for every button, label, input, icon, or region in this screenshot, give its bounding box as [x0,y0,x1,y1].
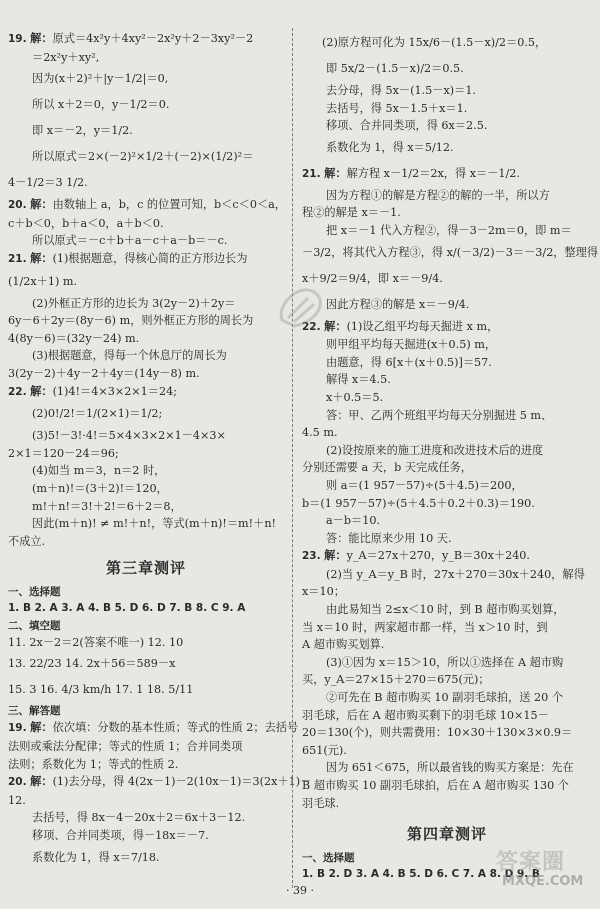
line: 答：能比原来少用 10 天. [326,531,452,545]
line: 2×1＝120－24＝96; [8,446,119,460]
line: 当 x＝10 时，两家超市都一样，当 x＞10 时，到 [302,620,548,634]
line: 去括号，得 8x－4－20x＋2＝6x＋3－12. [32,811,246,825]
line: 因此方程③的解是 x＝－9/4. [326,297,470,311]
line: 依次填：分数的基本性质；等式的性质 2；去括号 [52,721,299,735]
line: 程②的解是 x＝－1. [302,206,401,220]
line: 由此易知当 2≤x＜10 时，到 B 超市购买划算， [326,603,565,617]
chapter4-title: 第四章测评 [406,825,487,844]
line: 羽毛球. [302,796,340,810]
line: ②可先在 B 超市购买 10 副羽毛球拍，送 20 个 [326,691,564,705]
watermark-url: MXQE.COM [502,874,584,889]
line: 移项、合并同类项，得 6x＝2.5. [326,119,488,133]
right-column [302,30,599,884]
line: A 超市购买划算. [302,638,385,652]
line: 4.5 m. [302,426,338,440]
solve-label: 解： [30,198,53,212]
line: －3/2，将其代入方程③，得 x/(－3/2)－3＝－3/2，整理得 [302,245,599,259]
problem-number: 20. [8,199,27,212]
line: 分别还需要 a 天，b 天完成任务， [302,461,472,475]
line: y_A＝27x＋270，y_B＝30x＋240. [346,549,530,563]
section-heading: 一、选择题 [302,852,355,865]
line: (2)当 y_A＝y_B 时，27x＋270＝30x＋240，解得 [326,567,585,581]
line: 20＝130(个)，则共需费用：10×30＋130×3×0.9＝ [302,726,573,740]
line: (m＋n)!＝(3＋2)!＝120， [32,481,168,495]
line: 去括号，得 5x－1.5＋x＝1. [326,101,468,115]
line: (3)①因为 x＝15＞10，所以①选择在 A 超市购 [326,655,564,669]
line: m!＋n!＝3!＋2!＝6＋2＝8， [32,499,182,513]
line: ＝2x²y＋xy², [32,50,100,64]
choice-answers: 1. B 2. D 3. A 4. B 5. D 6. C 7. A 8. D 9. B [302,868,540,881]
line: 651(元). [302,743,347,757]
line: 则 a＝(1 957－57)÷(5＋4.5)＝200， [326,478,523,492]
solve-label: 解： [30,384,53,398]
section-heading: 二、填空题 [8,619,61,632]
line: 所以 x＋2＝0，y－1/2＝0. [32,98,170,112]
line: 解方程 x－1/2＝2x，得 x＝－1/2. [346,166,520,180]
solve-label: 解： [324,549,347,563]
line: 去分母，得 5x－(1.5－x)＝1. [326,84,476,97]
left-column [8,30,312,871]
line: (3)根据题意，得每一个休息厅的周长为 [32,349,227,363]
section-heading: 一、选择题 [8,586,61,599]
line: 3(2y－2)＋4y－2＋4y＝(14y－8) m. [8,366,200,380]
line: 所以原式＝2×(－2)²×1/2＋(－2)×(1/2)²＝ [32,150,254,164]
chapter3-title: 第三章测评 [105,559,186,578]
line: 即 5x/2－(1.5－x)/2＝0.5. [326,62,464,75]
line: (2)外框正方形的边长为 3(2y－2)＋2y＝ [32,296,236,310]
problem-number: 20. [8,776,27,789]
column-divider [292,28,293,888]
line: 即 x＝－2，y＝1/2. [32,124,133,138]
line: 6y－6＋2y＝(8y－6) m，则外框正方形的周长为 [8,314,254,328]
line: 因为 651＜675，所以最省钱的购买方案是：先在 [326,761,574,775]
line: (3)5!－3!·4!＝5×4×3×2×1－4×3× [32,429,226,443]
problem-number: 21. [8,252,27,265]
line: 4－1/2＝3 1/2. [8,176,88,190]
fill-answer: 13. 22/23 14. 2x＋56＝589－x [8,657,176,671]
solve-label: 解： [324,319,347,333]
ch3-problem-23 [302,547,592,812]
line: 因此(m＋n)! ≠ m!＋n!，等式(m＋n)!＝m!＋n! [32,517,277,531]
line: 答：甲、乙两个班组平均每天分别掘进 5 m、 [326,408,553,422]
solve-label: 解： [30,251,53,265]
line: 移项、合并同类项，得－18x＝－7. [32,829,209,843]
line: 解得 x＝4.5. [326,373,391,387]
fill-answer: 11. 2x－2＝2(答案不唯一) 12. 10 [8,635,184,649]
problem-19 [8,30,284,196]
problem-number: 22. [8,385,27,398]
line: 羽毛球，后在 A 超市购买剩下的羽毛球 10×15－ [302,708,549,722]
problem-number: 19. [8,33,27,45]
line: 由题意，得 6[x＋(x＋0.5)]＝57. [326,355,492,369]
ch3-problem-22 [302,318,592,548]
line: B 超市购买 10 副羽毛球拍，后在 A 超市购买 130 个 [302,779,569,792]
watermark-brand: 答案圈 [496,850,566,875]
line: 原式＝4x²y＋4xy²－2x²y＋2－3xy²－2 [52,32,254,45]
ch3-problem-21 [302,161,599,318]
problem-number: 23. [302,550,321,563]
line: 由数轴上 a，b，c 的位置可知，b＜c＜0＜a， [52,198,286,212]
choice-answers: 1. B 2. A 3. A 4. B 5. D 6. D 7. B 8. C 9. A [8,602,246,615]
page-number: · 39 · [286,884,314,897]
line: 法则或乘法分配律；等式的性质 1；合并同类项 [8,740,243,754]
line: 系数化为 1，得 x＝7/18. [32,850,160,864]
line: c＋b＜0，b＋a＜0，a＋b＜0. [8,216,164,230]
line: (2)原方程可化为 15x/6－(1.5－x)/2＝0.5， [322,36,547,49]
problem-21 [8,250,284,383]
line: (1)去分母，得 4(2x－1)－2(10x－1)＝3(2x＋1)－ [52,775,312,789]
solve-label: 解： [324,166,347,180]
problem-number: 22. [302,320,321,333]
problem-number: 19. [8,722,27,735]
line: (1/2x＋1) m. [8,274,78,288]
line: x＋0.5＝5. [326,390,384,404]
line: 则甲组平均每天掘进(x＋0.5) m， [326,338,497,352]
line: (1)根据题意，得核心简的正方形边长为 [52,251,248,265]
line: (1)4!＝4×3×2×1＝24; [52,384,177,398]
ch3-problem-20 [8,773,312,870]
ch3-problem-19 [8,719,299,773]
watermark [496,843,592,895]
problem-22 [8,383,284,551]
stamp-mark [268,280,332,344]
solve-label: 解： [30,32,53,45]
problem-number: 21. [302,167,321,180]
line: (4)如当 m＝3，n＝2 时， [32,464,166,478]
line: (2)0!/2!＝1/(2×1)＝1/2; [32,407,163,421]
line: (1)设乙组平均每天掘进 x m， [346,319,499,333]
solve-label: 解： [30,721,53,735]
line: b＝(1 957－57)÷(5＋4.5＋0.2＋0.3)＝190. [302,496,535,510]
line: 把 x＝－1 代入方程②，得－3－2m＝0，即 m＝ [326,223,572,237]
line: 12. [8,793,26,807]
line: x＋9/2＝9/4，即 x＝－9/4. [302,271,443,285]
line: 系数化为 1，得 x＝5/12. [326,140,454,154]
line: x＝10； [302,585,345,599]
line: 法则；系数化为 1；等式的性质 2. [8,757,179,771]
problem-20 [8,196,284,250]
line: a－b＝10. [326,514,380,528]
fill-answer: 15. 3 16. 4/3 km/h 17. 1 18. 5/11 [8,683,194,697]
line: 买，y_A＝27×15＋270＝675(元)； [302,673,490,687]
line: (2)设按原来的施工进度和改进技术后的进度 [326,443,544,457]
line: 所以原式＝－c＋b＋a－c＋a－b＝－c. [32,234,228,248]
line: 4(8y－6)＝(32y－24) m. [8,331,140,345]
line: 不成立. [8,534,46,548]
ch3-problem-20-cont [302,30,592,161]
section-heading: 三、解答题 [8,705,61,718]
solve-label: 解： [30,775,53,789]
line: 因为方程①的解是方程②的解的一半，所以方 [326,188,550,202]
line: 因为(x＋2)²＋|y－1/2|＝0, [32,72,169,86]
